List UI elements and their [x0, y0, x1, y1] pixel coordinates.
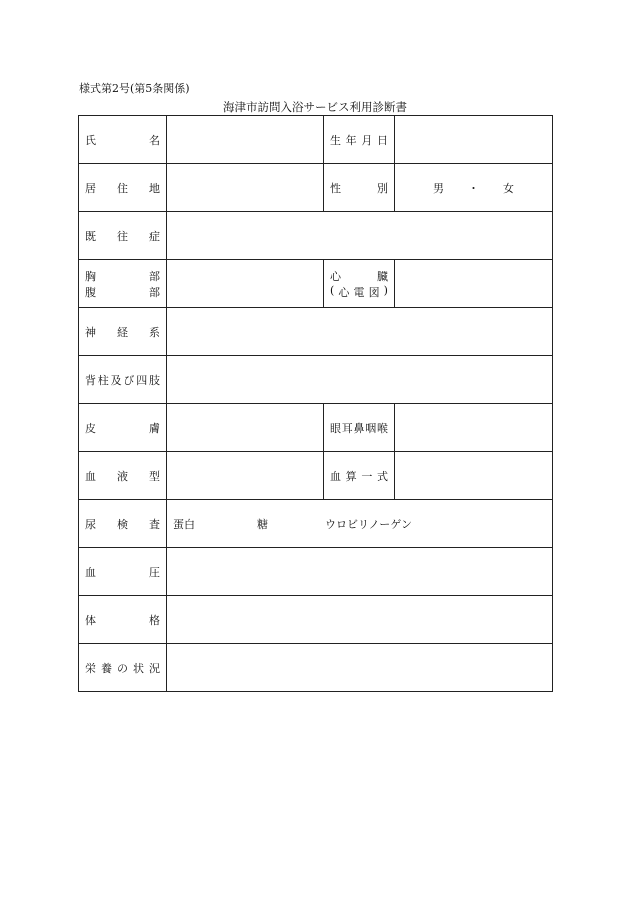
label-char: 胸	[85, 269, 96, 283]
label-char: 経	[117, 325, 128, 339]
label-char: 別	[377, 181, 388, 195]
label-heart-ecg	[324, 260, 395, 308]
field-sex[interactable]	[395, 164, 553, 212]
label-char: )	[383, 283, 388, 297]
label-chest	[85, 268, 160, 284]
label-char: 状	[133, 661, 144, 675]
diagnosis-form-table	[78, 115, 553, 692]
table-row	[79, 596, 553, 644]
label-char: 圧	[149, 565, 160, 579]
label-char: 氏	[85, 133, 96, 147]
urine-item-sugar: 糖	[257, 517, 268, 531]
table-row	[79, 404, 553, 452]
field-history[interactable]	[167, 212, 553, 260]
field-nerve[interactable]	[167, 308, 553, 356]
label-sex	[324, 164, 395, 212]
label-char: 皮	[85, 421, 96, 435]
field-name[interactable]	[167, 116, 324, 164]
label-char: 年	[345, 133, 357, 147]
label-char: 背	[85, 373, 96, 387]
label-skin	[79, 404, 167, 452]
label-char: 液	[117, 469, 128, 483]
urine-item-protein: 蛋白	[173, 517, 195, 531]
table-row	[79, 212, 553, 260]
sex-option-female[interactable]: 女	[503, 181, 514, 195]
label-char: 腹	[85, 285, 96, 299]
label-char: 部	[149, 285, 160, 299]
label-char: 況	[149, 661, 160, 675]
label-char: 名	[149, 133, 160, 147]
label-spine-limbs	[79, 356, 167, 404]
label-char: 体	[85, 613, 96, 627]
label-char: 図	[368, 285, 380, 299]
label-char: 喉	[377, 421, 388, 435]
label-chest-abdomen	[79, 260, 167, 308]
label-char: 養	[101, 661, 112, 675]
label-birthdate	[324, 116, 395, 164]
form-number-note: 様式第2号(第5条関係)	[79, 82, 190, 95]
table-row	[79, 164, 553, 212]
label-char: 系	[149, 325, 160, 339]
label-char: 査	[149, 517, 160, 531]
field-residence[interactable]	[167, 164, 324, 212]
field-heart[interactable]	[395, 260, 553, 308]
label-char: 臓	[377, 269, 388, 283]
field-nutrition[interactable]	[167, 644, 553, 692]
label-char: 性	[330, 181, 341, 195]
label-nerve	[79, 308, 167, 356]
label-char: (	[330, 283, 335, 297]
label-char: 住	[117, 181, 128, 195]
label-physique	[79, 596, 167, 644]
label-char: 血	[85, 565, 96, 579]
field-physique[interactable]	[167, 596, 553, 644]
label-char: 地	[149, 181, 160, 195]
table-row	[79, 548, 553, 596]
table-row	[79, 500, 553, 548]
label-blood-count	[324, 452, 395, 500]
label-char: 型	[149, 469, 160, 483]
label-char: 眼	[330, 421, 341, 435]
label-blood-type	[79, 452, 167, 500]
label-char: 一	[361, 469, 373, 483]
label-name	[79, 116, 167, 164]
field-birthdate[interactable]	[395, 116, 553, 164]
field-blood-type[interactable]	[167, 452, 324, 500]
field-urine[interactable]	[167, 500, 553, 548]
label-char: 症	[149, 229, 160, 243]
label-char: 式	[376, 469, 388, 483]
field-blood-pressure[interactable]	[167, 548, 553, 596]
label-residence	[79, 164, 167, 212]
table-row	[79, 308, 553, 356]
label-char: 柱	[97, 373, 109, 387]
label-ecg	[330, 284, 388, 300]
label-char: 心	[330, 269, 341, 283]
label-urine	[79, 500, 167, 548]
label-char: 既	[85, 229, 96, 243]
table-row	[79, 356, 553, 404]
label-char: 肢	[148, 373, 160, 387]
label-char: 生	[330, 133, 341, 147]
table-row	[79, 452, 553, 500]
label-char: 鼻	[353, 421, 365, 435]
label-char: 及	[110, 373, 122, 387]
document-title: 海津市訪問入浴サービス利用診断書	[223, 100, 407, 114]
label-history	[79, 212, 167, 260]
field-spine-limbs[interactable]	[167, 356, 553, 404]
label-char: 血	[330, 469, 341, 483]
label-char: 部	[149, 269, 160, 283]
field-chest-abdomen[interactable]	[167, 260, 324, 308]
label-char: 居	[85, 181, 96, 195]
label-char: 尿	[85, 517, 96, 531]
label-char: 月	[361, 133, 373, 147]
label-blood-pressure	[79, 548, 167, 596]
label-char: 耳	[341, 421, 353, 435]
label-char: 四	[136, 373, 148, 387]
label-char: 日	[376, 133, 388, 147]
urine-item-urobilinogen: ウロビリノーゲン	[325, 517, 413, 531]
field-blood-count[interactable]	[395, 452, 553, 500]
sex-option-separator: ・	[468, 181, 479, 195]
label-char: 神	[85, 325, 96, 339]
label-char: 往	[117, 229, 128, 243]
label-char: 算	[345, 469, 357, 483]
table-row	[79, 644, 553, 692]
sex-option-male[interactable]: 男	[433, 181, 444, 195]
label-char: 咽	[365, 421, 377, 435]
label-char: 電	[353, 285, 365, 299]
label-heart	[330, 268, 388, 284]
label-char: 格	[149, 613, 160, 627]
label-char: 心	[338, 285, 350, 299]
field-skin[interactable]	[167, 404, 324, 452]
label-char: び	[123, 373, 135, 387]
field-ent[interactable]	[395, 404, 553, 452]
label-char: 膚	[149, 421, 160, 435]
label-char: 血	[85, 469, 96, 483]
label-char: 栄	[85, 661, 96, 675]
label-char: 検	[117, 517, 128, 531]
label-ent	[324, 404, 395, 452]
table-row	[79, 116, 553, 164]
label-abdomen	[85, 284, 160, 300]
label-nutrition	[79, 644, 167, 692]
table-row	[79, 260, 553, 308]
label-char: の	[117, 661, 128, 675]
